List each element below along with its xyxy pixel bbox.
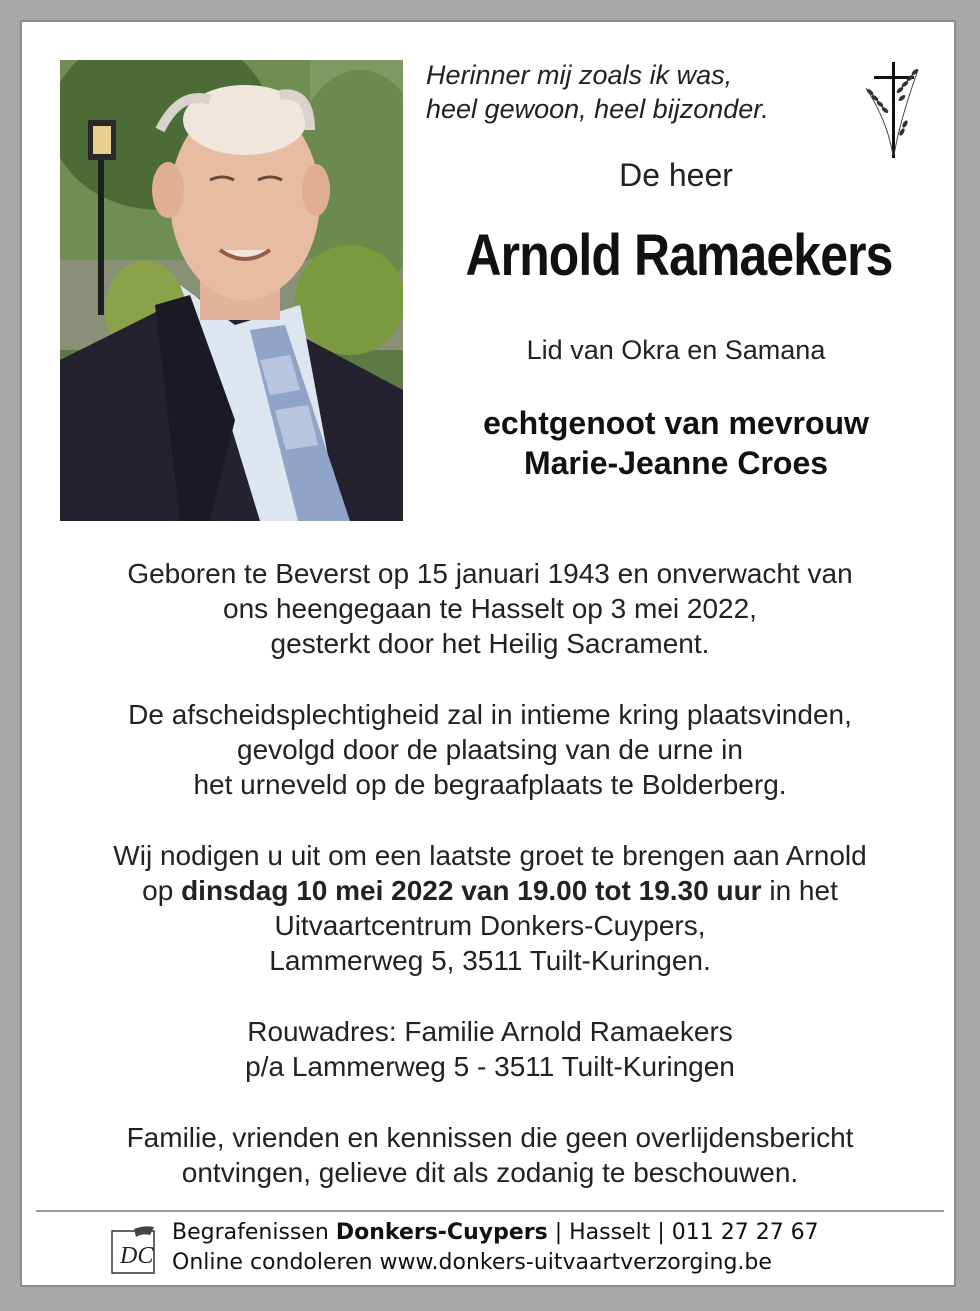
- honorific: De heer: [619, 157, 733, 193]
- invitation-line: Wij nodigen u uit om een laatste groet te brengen aan Arnold: [113, 840, 867, 871]
- cross-with-wheat-icon: [852, 60, 932, 160]
- birth-line: gesterkt door het Heilig Sacrament.: [270, 628, 710, 659]
- address-line: p/a Lammerweg 5 - 3511 Tuilt-Kuringen: [245, 1051, 735, 1082]
- memorial-poem: [426, 58, 846, 126]
- closing-line: ontvingen, gelieve dit als zodanig te beschouwen.: [181, 1157, 799, 1188]
- membership: Lid van Okra en Samana: [526, 335, 826, 365]
- address-paragraph: [42, 1014, 938, 1084]
- closing-line: Familie, vrienden en kennissen die geen overlijdensbericht: [126, 1122, 854, 1153]
- funeral-home-logo-icon: [110, 1225, 158, 1275]
- ceremony-line: gevolgd door de plaatsing van de urne in: [237, 734, 743, 765]
- poem-line-1: Herinner mij zoals ik was,: [426, 60, 733, 90]
- funeral-home-info: [172, 1218, 912, 1278]
- invitation-line: Lammerweg 5, 3511 Tuilt-Kuringen.: [269, 945, 711, 976]
- poem-line-2: heel gewoon, heel bijzonder.: [426, 94, 769, 124]
- logo-text: DC: [120, 1243, 154, 1269]
- funeral-home-name: Donkers-Cuypers: [335, 1220, 548, 1245]
- obituary-body: [42, 556, 938, 1226]
- online-condolence-link[interactable]: Online condoleren www.donkers-uitvaartverzorging.be: [172, 1250, 772, 1275]
- closing-paragraph: [42, 1120, 938, 1190]
- invitation-suffix: in het: [761, 875, 838, 906]
- footer-divider: [36, 1210, 944, 1212]
- spouse-line-1: echtgenoot van mevrouw: [483, 405, 869, 441]
- deceased-name: Arnold Ramaekers: [465, 223, 893, 288]
- invitation-line: Uitvaartcentrum Donkers-Cuypers,: [274, 910, 706, 941]
- funeral-home-line: [172, 1218, 912, 1248]
- footer-contact: | Hasselt | 011 27 27 67: [547, 1220, 819, 1245]
- invitation-paragraph: [42, 838, 938, 978]
- birth-line: ons heengegaan te Hasselt op 3 mei 2022,: [223, 593, 757, 624]
- footer-prefix: Begrafenissen: [172, 1220, 336, 1245]
- ceremony-line: De afscheidsplechtigheid zal in intieme kring plaatsvinden,: [128, 699, 852, 730]
- obituary-card: [20, 20, 956, 1287]
- ceremony-paragraph: [42, 697, 938, 802]
- portrait-photo: [60, 60, 403, 521]
- visitation-datetime: dinsdag 10 mei 2022 van 19.00 tot 19.30 uur: [181, 875, 762, 906]
- ceremony-line: het urneveld op de begraafplaats te Bolderberg.: [193, 769, 787, 800]
- address-line: Rouwadres: Familie Arnold Ramaekers: [247, 1016, 733, 1047]
- birth-line: Geboren te Beverst op 15 januari 1943 en onverwacht van: [127, 558, 853, 589]
- invitation-prefix: op: [142, 875, 182, 906]
- birth-paragraph: [42, 556, 938, 661]
- spouse-line-2: Marie-Jeanne Croes: [523, 445, 829, 481]
- invitation-datetime-line: [42, 873, 938, 908]
- spouse-info: [426, 403, 926, 483]
